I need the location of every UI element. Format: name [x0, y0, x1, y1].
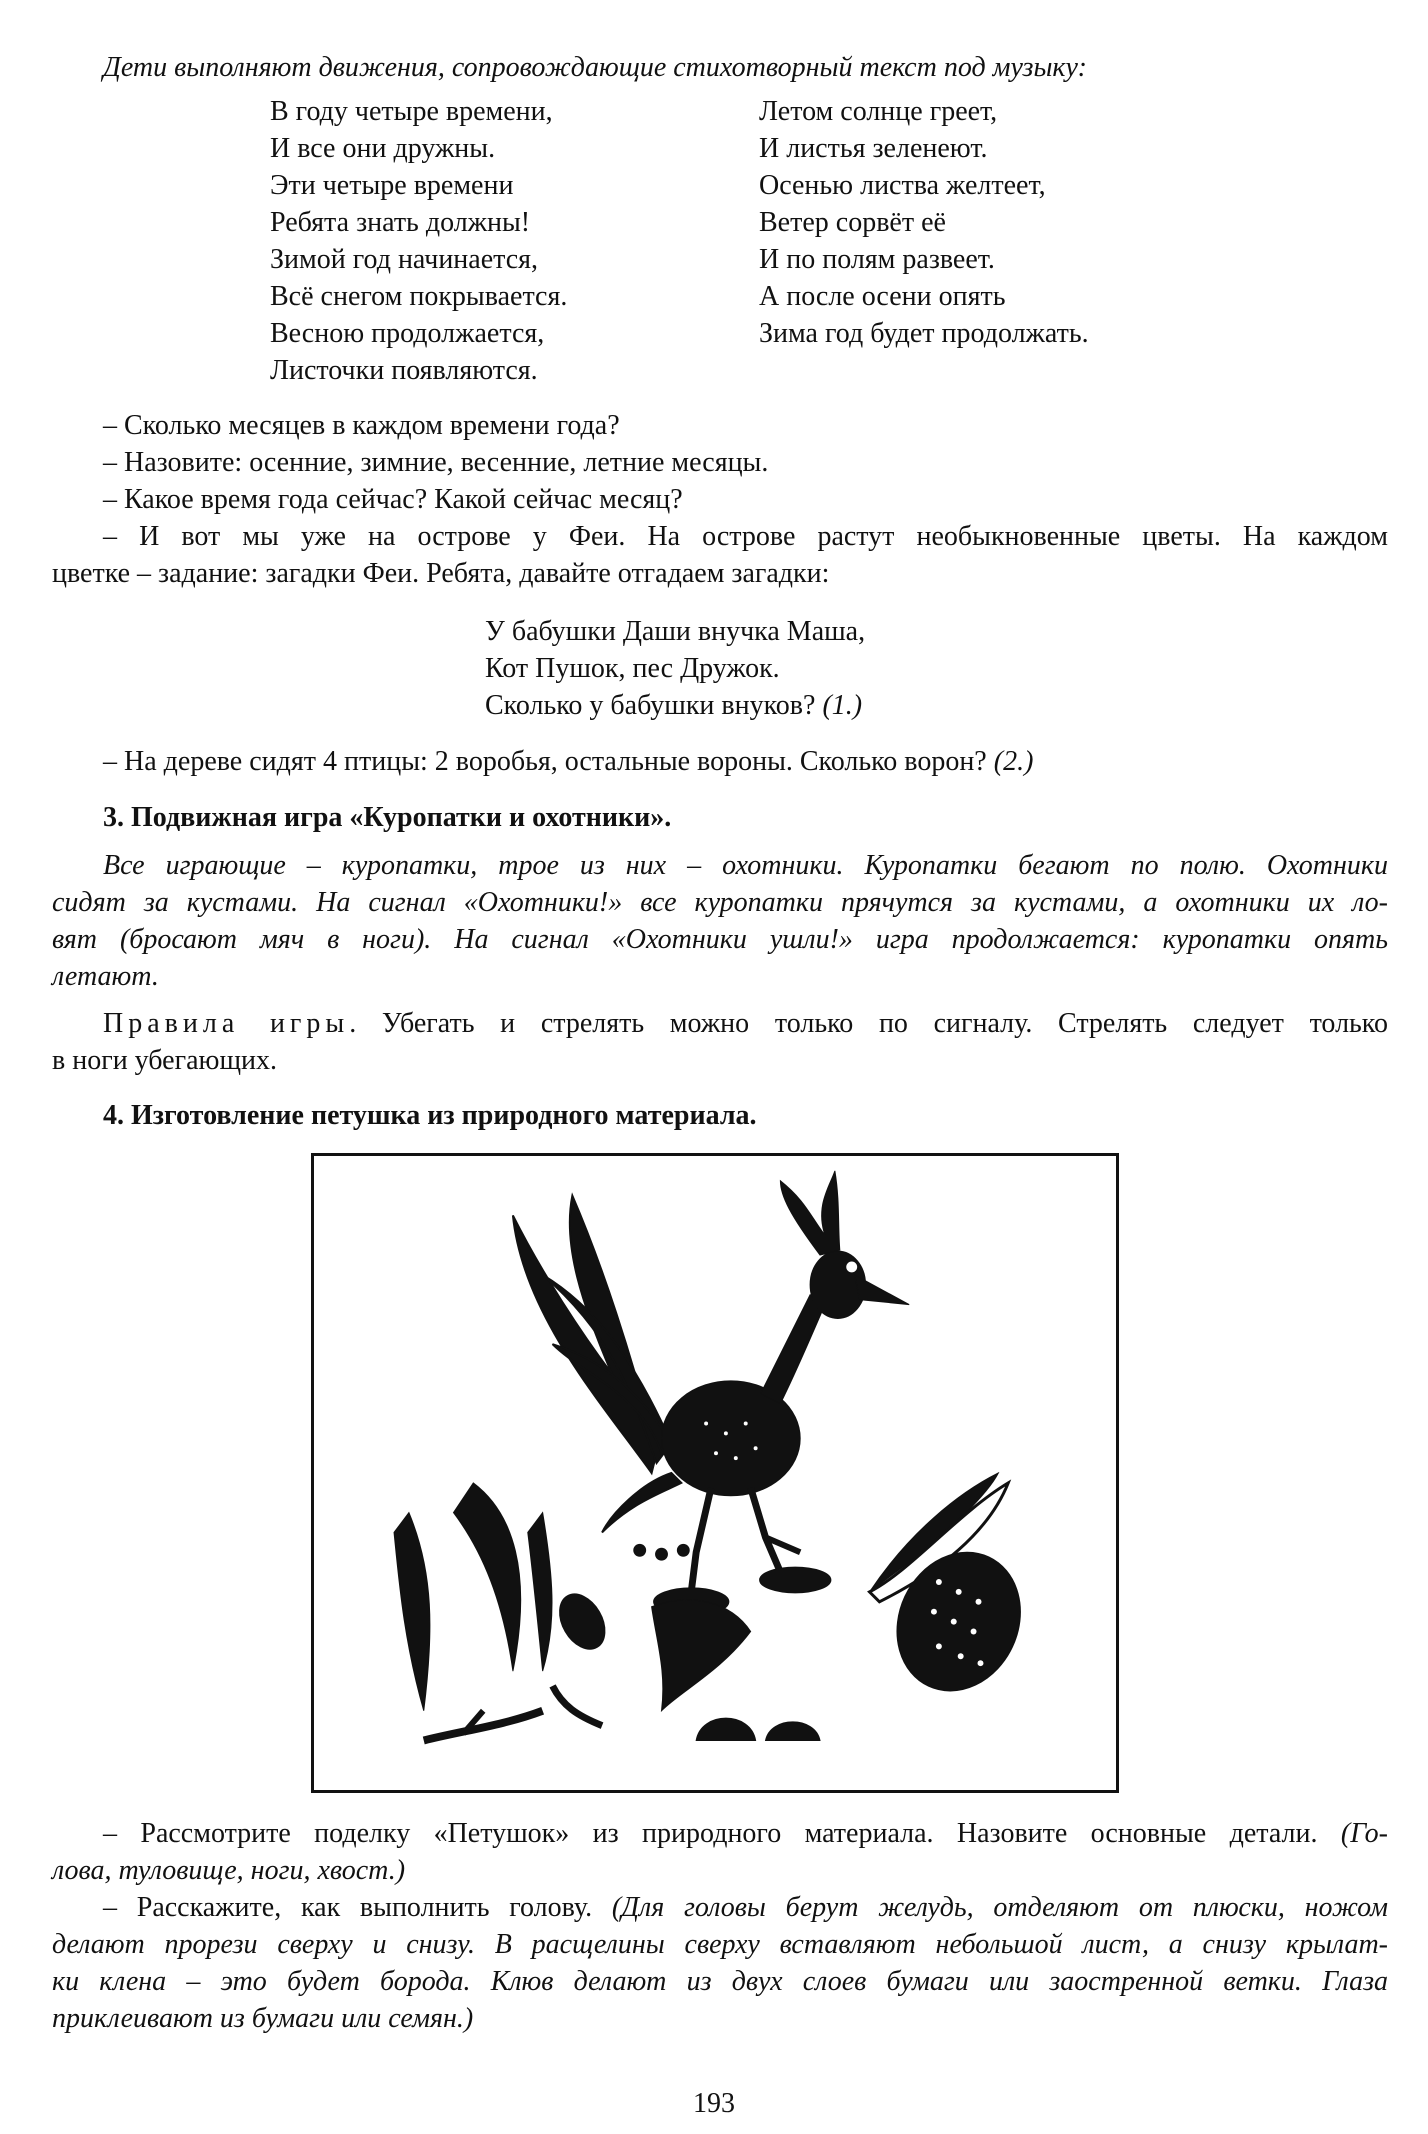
poem-line: И по полям развеет. [759, 244, 995, 275]
intro-text: Дети выполняют движения, сопровождающие стихотворный текст под музыку: [103, 52, 1087, 83]
head-answer-line: делают прорези сверху и снизу. В расщелины сверху вставляют небольшой лист, а снизу крылат- [52, 1929, 1388, 1960]
poem-line: И все они дружны. [270, 133, 496, 164]
game-description-line: вят (бросают мяч в ноги). На сигнал «Охотники ушли!» игра продолжается: куропатки опять [52, 924, 1388, 955]
riddle-answer: (1.) [822, 690, 863, 721]
poem-line: Ребята знать должны! [270, 207, 531, 238]
poem-line: Эти четыре времени [270, 170, 514, 201]
poem-line: Зимой год начинается, [270, 244, 539, 275]
rules-text: . Убегать и стрелять можно только по сигналу. Стрелять следует только [349, 1008, 1388, 1039]
head-question: – Расскажите, как выполнить голову. [103, 1892, 593, 1923]
question-line: – Сколько месяцев в каждом времени года? [103, 410, 620, 441]
fairy-paragraph-line: – И вот мы уже на острове у Феи. На острове растут необыкновенные цветы. На каждом [103, 521, 1388, 552]
rules-label: Правила игры [103, 1008, 350, 1039]
rooster-craft-figure [311, 1153, 1119, 1793]
fairy-paragraph-line: цветке – задание: загадки Феи. Ребята, давайте отгадаем загадки: [52, 558, 830, 589]
game-description-line: летают. [52, 961, 159, 992]
head-answer: (Для головы берут желудь, отделяют от плюски, ножом [611, 1892, 1388, 1923]
page-number: 193 [693, 2088, 735, 2119]
poem-line: Осенью листва желтеет, [759, 170, 1046, 201]
examine-answer: (Го- [1340, 1818, 1389, 1849]
head-answer-line: приклеивают из бумаги или семян.) [52, 2003, 474, 2034]
rooster-illustration [314, 1156, 1116, 1790]
poem-line: Листочки появляются. [270, 355, 538, 386]
examine-answer: лова, туловище, ноги, хвост.) [52, 1855, 406, 1886]
question-line: – Какое время года сейчас? Какой сейчас месяц? [103, 484, 683, 515]
section-heading: 4. Изготовление петушка из природного материала. [103, 1100, 757, 1131]
rules-text: в ноги убегающих. [52, 1045, 277, 1076]
riddle-line: У бабушки Даши внучка Маша, [485, 616, 866, 647]
poem-line: Зима год будет продолжать. [759, 318, 1089, 349]
game-description-line: Все играющие – куропатки, трое из них – охотники. Куропатки бегают по полю. Охотники [103, 850, 1388, 881]
poem-line: Летом солнце греет, [759, 96, 998, 127]
examine-question: – Рассмотрите поделку «Петушок» из природного материала. Назовите основные детали. [103, 1818, 1318, 1849]
riddle-line: Сколько у бабушки внуков? [485, 690, 816, 721]
poem-line: И листья зеленеют. [759, 133, 988, 164]
poem-line: Всё снегом покрывается. [270, 281, 568, 312]
birds-answer: (2.) [993, 746, 1034, 777]
game-description-line: сидят за кустами. На сигнал «Охотники!» все куропатки прячутся за кустами, а охотники их ло- [52, 887, 1388, 918]
poem-line: В году четыре времени, [270, 96, 553, 127]
question-line: – Назовите: осенние, зимние, весенние, летние месяцы. [103, 447, 769, 478]
birds-question: – На дереве сидят 4 птицы: 2 воробья, остальные вороны. Сколько ворон? [103, 746, 987, 777]
head-answer-line: ки клена – это будет борода. Клюв делают из двух слоев бумаги или заостренной ветки. Глаза [52, 1966, 1388, 1997]
poem-line: А после осени опять [759, 281, 1006, 312]
poem-line: Ветер сорвёт её [759, 207, 946, 238]
section-heading: 3. Подвижная игра «Куропатки и охотники». [103, 802, 672, 833]
poem-line: Весною продолжается, [270, 318, 545, 349]
riddle-line: Кот Пушок, пес Дружок. [485, 653, 780, 684]
